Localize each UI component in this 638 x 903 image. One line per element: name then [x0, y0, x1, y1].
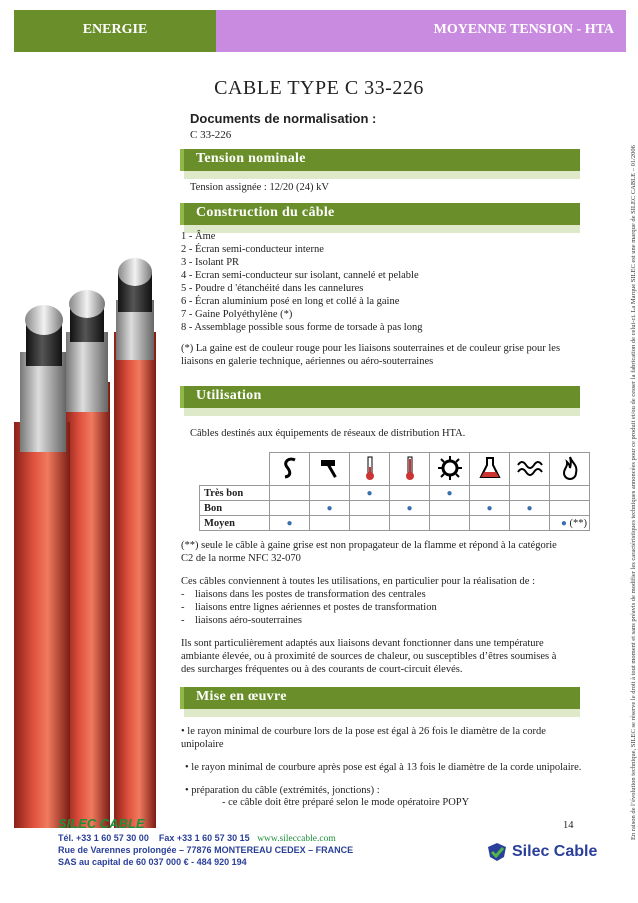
hammer-icon: [310, 453, 350, 486]
section-title: Utilisation: [196, 388, 262, 403]
rating-dot: ●: [326, 502, 333, 514]
construction-item: 2 - Écran semi-conducteur interne: [181, 244, 324, 255]
footer-sas: SAS au capital de 60 037 000 € - 484 920 194: [58, 857, 247, 867]
use-item: - liaisons aéro-souterraines: [181, 615, 303, 626]
construction-item: 3 - Isolant PR: [181, 257, 240, 268]
rating-dot: ●: [526, 502, 533, 514]
construction-item: 6 - Écran aluminium posé en long et collé à la gaine: [181, 296, 400, 307]
footer-contact: Tél. +33 1 60 57 30 00 Fax +33 1 60 57 30 15 www.sileccable.com: [58, 833, 336, 844]
cable-photo: [14, 232, 184, 828]
logo-text: Silec Cable: [512, 843, 598, 860]
moyen-note: (**): [569, 517, 587, 529]
use-item: - liaisons entre lignes aériennes et postes de transformation: [181, 602, 437, 613]
mise-bullet: • le rayon minimal de courbure après pose est égal à 13 fois le diamètre de la corde unipolaire.: [185, 762, 582, 773]
table-row: Moyen ● ● (**): [200, 516, 590, 531]
section-mise-en-oeuvre: [180, 687, 580, 709]
section-shade: [184, 408, 580, 416]
low-temperature-icon: [350, 453, 390, 486]
rating-dot: ●: [406, 502, 413, 514]
rating-dot: ●: [560, 517, 567, 529]
section-utilisation: [180, 386, 580, 408]
uses-intro: Ces câbles conviennent à toutes les utilisations, en particulier pour la réalisation de :: [181, 576, 535, 587]
section-shade: [184, 709, 580, 717]
mise-bullet: • le rayon minimal de courbure lors de la pose est égal à 26 fois le diamètre de la corde: [181, 726, 546, 737]
rating-dot: ●: [286, 517, 293, 529]
section-shade: [184, 171, 580, 179]
flexibility-icon: [270, 453, 310, 486]
water-icon: [510, 453, 550, 486]
section-title: Mise en œuvre: [196, 689, 287, 704]
footer-address: Rue de Varennes prolongée – 77876 MONTEREAU CEDEX – FRANCE: [58, 845, 354, 855]
utilisation-note: (**) seule le câble à gaine grise est non propagateur de la flamme et répond à la catégorie: [181, 540, 557, 551]
silec-logo-icon: [486, 841, 508, 863]
section-title: Tension nominale: [196, 151, 306, 166]
construction-item: 1 - Âme: [181, 231, 216, 242]
table-row: Bon ● ● ● ●: [200, 501, 590, 516]
footer-brand: SILEC CABLE: [58, 816, 145, 831]
construction-note: (*) La gaine est de couleur rouge pour les liaisons souterraines et de couleur grise pour les: [181, 343, 561, 354]
section-title: Construction du câble: [196, 205, 335, 220]
construction-item: 5 - Poudre d 'étanchéité dans les cannelures: [181, 283, 364, 294]
utilisation-paragraph: des surcharges fréquentes ou à des courants de court-circuit élevés.: [181, 664, 463, 675]
high-temperature-icon: [390, 453, 430, 486]
utilisation-intro: Câbles destinés aux équipements de réseaux de distribution HTA.: [190, 428, 466, 439]
performance-table: [199, 452, 590, 531]
utilisation-paragraph: Ils sont particulièrement adaptés aux liaisons devant fonctionner dans une température: [181, 638, 544, 649]
utilisation-note: C2 de la norme NFC 32-070: [181, 553, 301, 564]
table-row: Très bon ● ●: [200, 486, 590, 501]
mise-sub-bullet: - ce câble doit être préparé selon le mode opératoire POPY: [222, 797, 470, 808]
header-moyenne-tension: MOYENNE TENSION - HTA: [216, 10, 626, 52]
construction-item: 7 - Gaine Polyéthylène (*): [181, 309, 293, 320]
page-title: CABLE TYPE C 33-226: [214, 77, 424, 99]
rating-dot: ●: [486, 502, 493, 514]
section-tension-nominale: [180, 149, 580, 171]
construction-item: 8 - Assemblage possible sous forme de torsade à pas long: [181, 322, 423, 333]
construction-note: liaisons en galerie technique, aériennes ou aéro-souterraines: [181, 356, 434, 367]
construction-item: 4 - Ecran semi-conducteur sur isolant, cannelé et pelable: [181, 270, 419, 281]
section-construction: [180, 203, 580, 225]
rating-dot: ●: [366, 487, 373, 499]
side-legal-note: En raison de l’évolution technique, SILEC se réserve le droit à tout moment et sans préavis de modifier les caractéristiques techniques annoncées pour ce produit et/ou de cesser la fabrication de celui-ci. La Marque SILEC est une marque de SILEC CABLE – 01/2006: [630, 145, 637, 840]
website-link[interactable]: www.sileccable.com: [257, 834, 336, 844]
chemical-flask-icon: [470, 453, 510, 486]
page-number: 14: [563, 820, 574, 831]
docs-label: Documents de normalisation :: [190, 111, 377, 126]
header-bar: [14, 10, 626, 52]
use-item: - liaisons dans les postes de transformation des centrales: [181, 589, 426, 600]
silec-logo: [486, 840, 626, 864]
section-shade: [184, 225, 580, 233]
sun-icon: [430, 453, 470, 486]
mise-bullet: unipolaire: [181, 739, 224, 750]
tension-text: Tension assignée : 12/20 (24) kV: [190, 182, 329, 193]
rating-dot: ●: [446, 487, 453, 499]
mise-bullet: • préparation du câble (extrémités, jonctions) :: [185, 785, 380, 796]
header-energie: ENERGIE: [14, 10, 216, 52]
utilisation-paragraph: ambiante élevée, ou à proximité de sources de chaleur, ou susceptibles d’êtres soumises à: [181, 651, 557, 662]
docs-value: C 33-226: [190, 129, 232, 141]
fire-icon: [550, 453, 590, 486]
